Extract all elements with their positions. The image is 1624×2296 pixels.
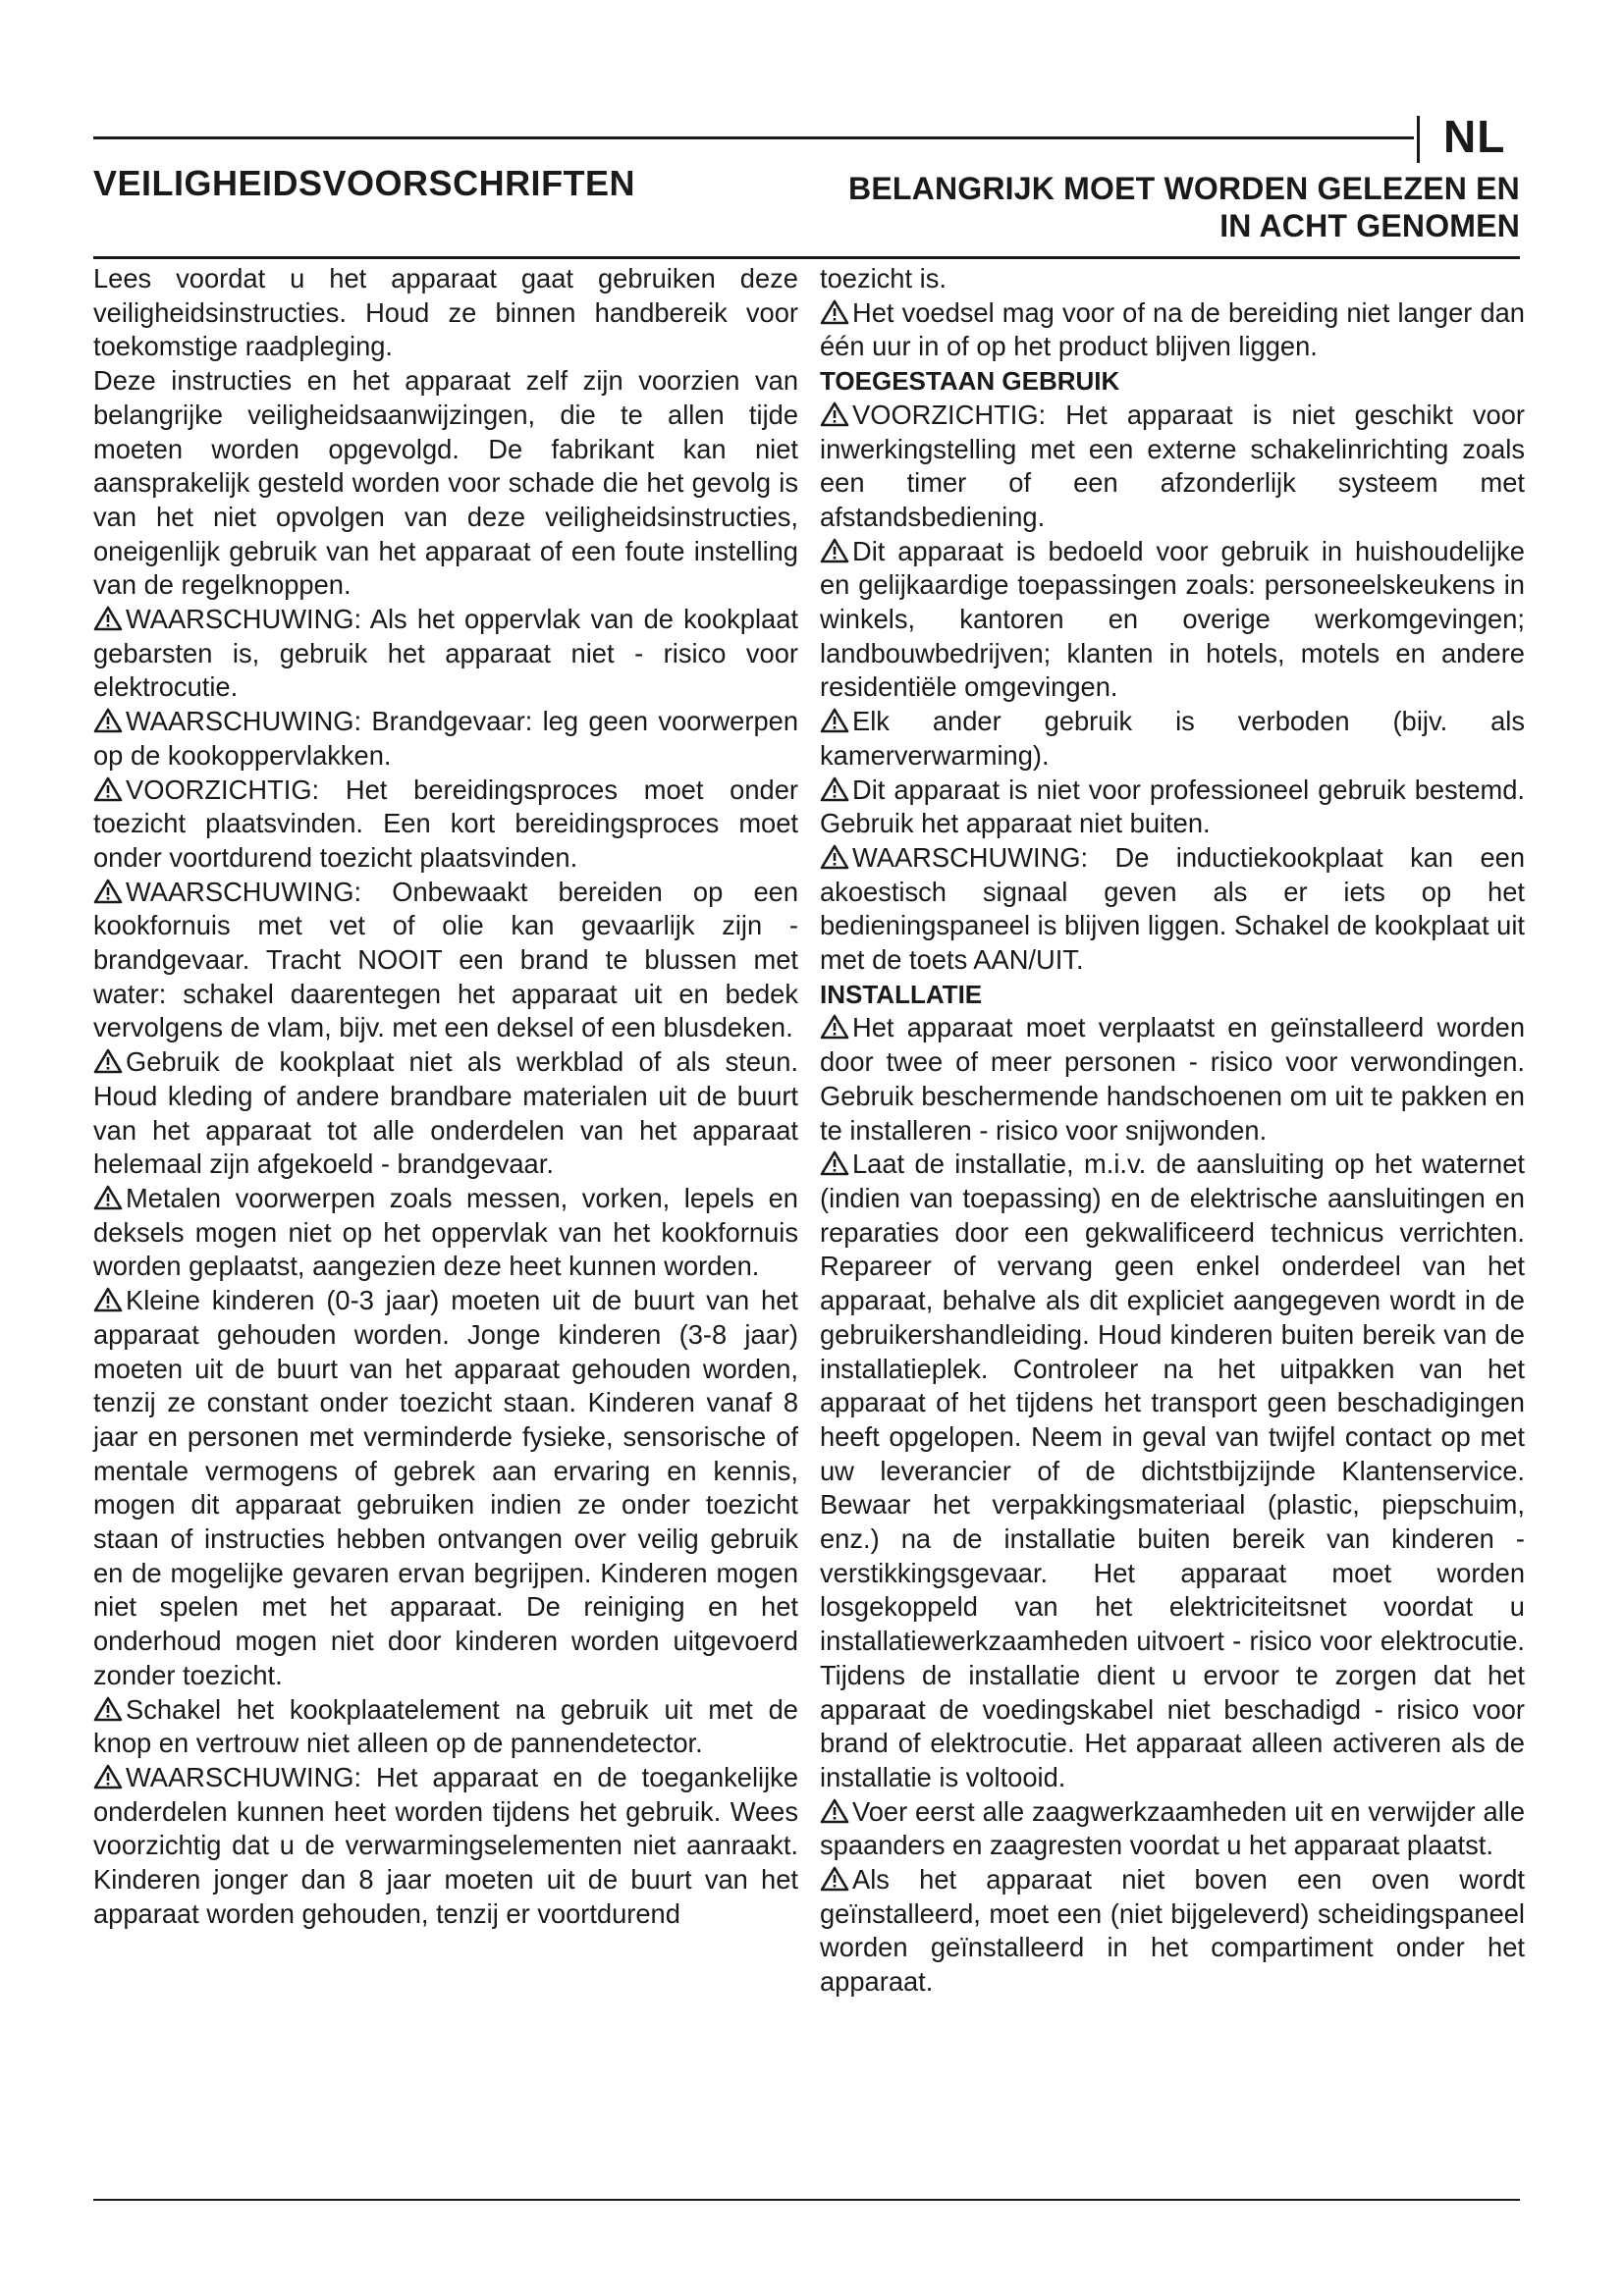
warning-triangle-icon [820, 844, 849, 870]
warning-item: WAARSCHUWING: Het apparaat en de toegankelijke onderdelen kunnen heet worden tijdens het gebruik. Wees voorzichtig dat u de verwarmingselementen niet aanraakt. Kinderen jonger dan 8 jaar moeten uit de buurt van het apparaat worden gehouden, tenzij er voortdurend [93, 1761, 798, 1929]
warning-item: Het voedsel mag voor of na de bereiding niet langer dan één uur in of op het product blijven liggen. [820, 296, 1525, 362]
right-column [820, 262, 1525, 2000]
warning-item: Metalen voorwerpen zoals messen, vorken, lepels en deksels mogen niet op het oppervlak van het kookfornuis worden geplaatst, aangezien deze heet kunnen worden. [93, 1182, 798, 1282]
warning-item: VOORZICHTIG: Het apparaat is niet geschikt voor inwerkingstelling met een externe schakelinrichting zoals een timer of een afzonderlijk systeem met afstandsbediening. [820, 399, 1525, 532]
section-heading-installation: INSTALLATIE [820, 979, 983, 1009]
warning-triangle-icon [820, 299, 849, 325]
warning-item: Laat de installatie, m.i.v. de aansluiting op het waternet (indien van toepassing) en de elektrische aansluitingen en reparaties door een gekwalificeerd technicus verrichten. Repareer of vervang geen enkel onderdeel van het apparaat, behalve als dit expliciet aangegeven wordt in de gebruikershandleiding. Houd kinderen buiten bereik van de installatieplek. Controleer na het uitpakken van het apparaat of het tijdens het transport geen beschadigingen heeft opgelopen. Neem in geval van twijfel contact op met uw leverancier of de dichtstbijzijnde Klantenservice. Bewaar het verpakkingsmateriaal (plastic, piepschuim, enz.) na de installatie buiten bereik van kinderen - verstikkingsgevaar. Het apparaat moet worden losgekoppeld van het elektriciteitsnet voordat u installatiewerkzaamheden uitvoert - risico voor elektrocutie. Tijdens de installatie dient u ervoor te zorgen dat het apparaat de voedingskabel niet beschadigd - risico voor brand of elektrocutie. Het apparaat alleen activeren als de installatie is voltooid. [820, 1148, 1525, 1792]
warning-triangle-icon [93, 879, 123, 904]
warning-item: Gebruik de kookplaat niet als werkblad of als steun. Houd kleding of andere brandbare materialen uit de buurt van het apparaat tot alle onderdelen van het apparaat helemaal zijn afgekoeld - brandgevaar. [93, 1046, 798, 1180]
warning-triangle-icon [820, 776, 849, 802]
warning-item: Het apparaat moet verplaatst en geïnstalleerd worden door twee of meer personen - risico voor verwondingen. Gebruik beschermende handschoenen om uit te pakken en te installeren - risico voor snijwonden. [820, 1012, 1525, 1146]
warning-triangle-icon [93, 1696, 123, 1722]
left-column [93, 262, 798, 1931]
warning-item: Dit apparaat is niet voor professioneel gebruik bestemd. Gebruik het apparaat niet buiten. [820, 774, 1525, 839]
subtitle-line-2: IN ACHT GENOMEN [1219, 208, 1520, 243]
section-heading-permitted-use: TOEGESTAAN GEBRUIK [820, 366, 1120, 397]
warning-item: Als het apparaat niet boven een oven wordt geïnstalleerd, moet een (niet bijgeleverd) scheidingspaneel worden geïnstalleerd in het compartiment onder het apparaat. [820, 1864, 1525, 1998]
warning-triangle-icon [820, 1150, 849, 1176]
language-code: NL [1443, 111, 1506, 162]
warning-item: Dit apparaat is bedoeld voor gebruik in huishoudelijke en gelijkaardige toepassingen zoals: personeelskeukens in winkels, kantoren en overige werkomgevingen; landbouwbedrijven; klanten in hotels, motels en andere residentiële omgevingen. [820, 535, 1525, 703]
page-subtitle [848, 170, 1520, 244]
warning-triangle-icon [820, 1014, 849, 1040]
continuation-text: toezicht is. [820, 263, 947, 294]
warning-item: Kleine kinderen (0-3 jaar) moeten uit de buurt van het apparaat gehouden worden. Jonge kinderen (3-8 jaar) moeten uit de buurt van het apparaat gehouden worden, tenzij ze constant onder toezicht staan. Kinderen vanaf 8 jaar en personen met verminderde fysieke, sensorische of mentale vermogens of gebrek aan ervaring en kennis, mogen dit apparaat gebruiken indien ze onder toezicht staan of instructies hebben ontvangen over veilig gebruik en de mogelijke gevaren ervan begrijpen. Kinderen mogen niet spelen met het apparaat. De reiniging en het onderhoud mogen niet door kinderen worden uitgevoerd zonder toezicht. [93, 1285, 798, 1690]
warning-item: Elk ander gebruik is verboden (bijv. als kamerverwarming). [820, 706, 1525, 771]
warning-item: Voer eerst alle zaagwerkzaamheden uit en verwijder alle spaanders en zaagresten voordat u het apparaat plaatst. [820, 1795, 1525, 1861]
warning-item: Schakel het kookplaatelement na gebruik uit met de knop en vertrouw niet alleen op de pannendetector. [93, 1693, 798, 1759]
subtitle-line-1: BELANGRIJK MOET WORDEN GELEZEN EN [848, 171, 1520, 206]
header-tick [1417, 116, 1420, 163]
warning-triangle-icon [93, 1048, 123, 1074]
instructions-paragraph: Deze instructies en het apparaat zelf zijn voorzien van belangrijke veiligheidsaanwijzingen, die te allen tijde moeten worden opgevolgd. De fabrikant kan niet aansprakelijk gesteld worden voor schade die het gevolg is van het niet opvolgen van deze veiligheidsinstructies, oneigenlijk gebruik van het apparaat of een foute instelling van de regelknoppen. [93, 365, 798, 601]
header-rule [93, 136, 1414, 139]
footer-divider [93, 2199, 1520, 2201]
warning-triangle-icon [93, 1185, 123, 1210]
warning-triangle-icon [820, 1798, 849, 1824]
warning-triangle-icon [93, 708, 123, 733]
warning-triangle-icon [820, 708, 849, 733]
intro-paragraph: Lees voordat u het apparaat gaat gebruiken deze veiligheidsinstructies. Houd ze binnen handbereik voor toekomstige raadpleging. [93, 263, 798, 362]
title-divider [93, 256, 1520, 259]
warning-item: WAARSCHUWING: Brandgevaar: leg geen voorwerpen op de kookoppervlakken. [93, 706, 798, 771]
warning-item: VOORZICHTIG: Het bereidingsproces moet onder toezicht plaatsvinden. Een kort bereidingsproces moet onder voortdurend toezicht plaatsvinden. [93, 774, 798, 873]
warning-triangle-icon [93, 1287, 123, 1312]
warning-triangle-icon [820, 538, 849, 563]
warning-item: WAARSCHUWING: Onbewaakt bereiden op een kookfornuis met vet of olie kan gevaarlijk zijn - brandgevaar. Tracht NOOIT een brand te blussen met water: schakel daarentegen het apparaat uit en bedek vervolgens de vlam, bijv. met een deksel of een blusdeken. [93, 876, 798, 1043]
warning-triangle-icon [93, 776, 123, 802]
warning-triangle-icon [820, 401, 849, 427]
warning-triangle-icon [93, 606, 123, 631]
warning-triangle-icon [820, 1866, 849, 1892]
warning-triangle-icon [93, 1764, 123, 1789]
warning-item: WAARSCHUWING: De inductiekookplaat kan een akoestisch signaal geven als er iets op het bedieningspaneel is blijven liggen. Schakel de kookplaat uit met de toets AAN/UIT. [820, 841, 1525, 976]
page-title: VEILIGHEIDSVOORSCHRIFTEN [93, 163, 636, 203]
warning-item: WAARSCHUWING: Als het oppervlak van de kookplaat gebarsten is, gebruik het apparaat niet - risico voor elektrocutie. [93, 604, 798, 703]
